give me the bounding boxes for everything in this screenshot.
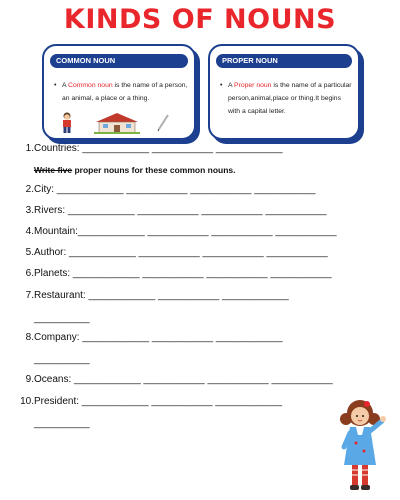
question-label: Countries:	[34, 143, 80, 154]
question-label: Oceans:	[34, 374, 72, 385]
question-8	[12, 332, 283, 343]
question-number: 6.	[25, 268, 34, 279]
common-noun-pictures	[54, 108, 174, 134]
question-10	[12, 396, 282, 407]
definition-rest: is the name of a particular person,animal,place or thing.It begins with a capital letter.	[228, 82, 352, 115]
question-7	[12, 290, 289, 301]
question-7-continuation[interactable]: __________	[34, 313, 90, 324]
bullet-icon: •	[220, 82, 223, 89]
girl-illustration	[334, 395, 390, 495]
question-label: Company:	[34, 332, 80, 343]
answer-blank[interactable]: ____________ ___________ ___________ ___________	[70, 268, 332, 279]
instruction-rest: proper nouns for these common nouns.	[72, 165, 236, 175]
question-2	[12, 184, 315, 195]
common-noun-heading: COMMON NOUN	[50, 54, 188, 68]
question-number: 2.	[25, 184, 34, 195]
question-label: Restaurant:	[34, 290, 86, 301]
definition-rest: is the name of a person, an animal, a place or a thing.	[62, 82, 188, 102]
question-1	[12, 143, 283, 154]
question-label: President:	[34, 396, 80, 407]
question-label: Author:	[34, 247, 67, 258]
proper-noun-definition	[220, 79, 352, 118]
question-label: City:	[34, 184, 54, 195]
question-number: 3.	[25, 205, 34, 216]
question-6	[12, 268, 332, 279]
bullet-icon: •	[54, 82, 57, 89]
instruction-text	[34, 165, 236, 175]
question-number: 10.	[20, 396, 34, 407]
answer-blank[interactable]: ____________ ___________ ___________ ___________	[54, 184, 316, 195]
question-label: Mountain:	[34, 226, 78, 237]
question-number: 1.	[25, 143, 34, 154]
question-number: 4.	[25, 226, 34, 237]
question-5	[12, 247, 328, 258]
instruction-strike: Write five	[34, 165, 73, 175]
question-number: 9.	[25, 374, 34, 385]
pen-icon	[156, 114, 170, 132]
question-label: Planets:	[34, 268, 71, 279]
question-3	[12, 205, 327, 216]
answer-blank[interactable]: ____________ ___________ ___________ ___________	[66, 247, 328, 258]
proper-noun-keyword: Proper noun	[234, 82, 272, 89]
common-noun-keyword: Common noun	[68, 82, 113, 89]
answer-blank[interactable]: ____________ ___________ ____________	[79, 143, 283, 154]
answer-blank[interactable]: ____________ ___________ ___________ ___________	[65, 205, 327, 216]
question-number: 5.	[25, 247, 34, 258]
common-noun-card	[42, 44, 196, 140]
house-icon	[94, 112, 140, 134]
definition-lead: A	[62, 82, 69, 89]
question-8-continuation[interactable]: __________	[34, 354, 90, 365]
page-title: KINDS OF NOUNS	[63, 4, 337, 35]
answer-blank[interactable]: ____________ ___________ ___________ ___________	[71, 374, 333, 385]
question-4	[12, 226, 337, 237]
answer-blank[interactable]: ____________ ___________ ____________	[85, 290, 289, 301]
proper-noun-card	[208, 44, 360, 140]
definition-lead: A	[228, 82, 235, 89]
answer-blank[interactable]: ____________ ___________ ____________	[79, 332, 283, 343]
question-number: 8.	[25, 332, 34, 343]
question-9	[12, 374, 333, 385]
answer-blank[interactable]: ____________ ___________ ___________ ___________	[77, 226, 337, 237]
boy-icon	[60, 112, 74, 134]
question-10-continuation[interactable]: __________	[34, 418, 90, 429]
answer-blank[interactable]: ____________ ___________ ____________	[79, 396, 283, 407]
proper-noun-heading: PROPER NOUN	[216, 54, 352, 68]
question-label: Rivers:	[34, 205, 66, 216]
question-number: 7.	[25, 290, 34, 301]
common-noun-definition	[54, 79, 188, 105]
